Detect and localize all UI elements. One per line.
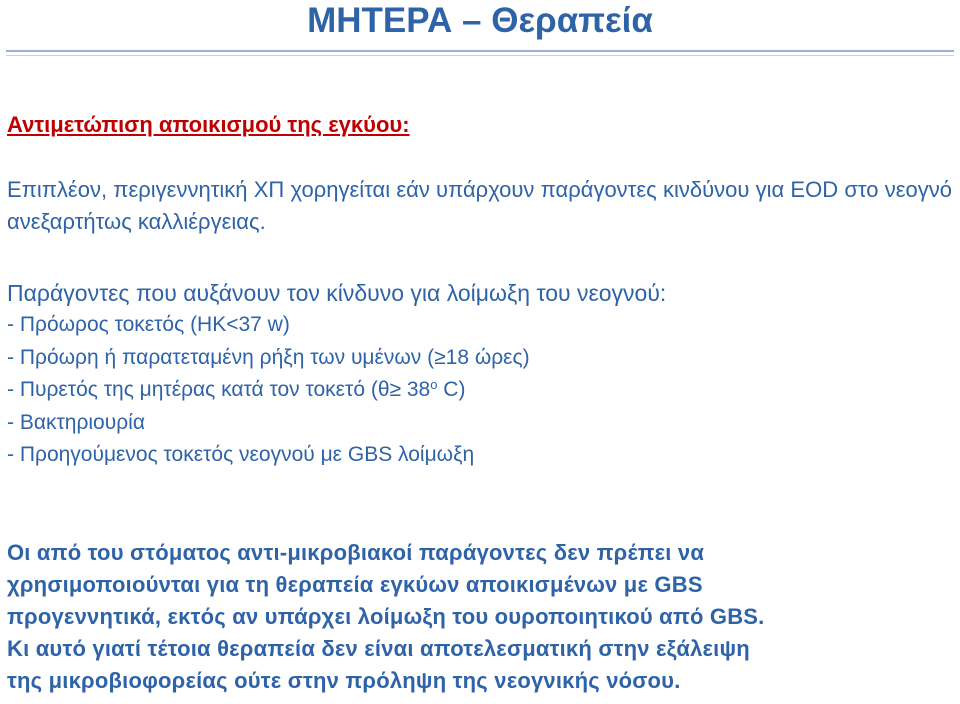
list-item: - Προηγούμενος τοκετός νεογνού με GBS λοίμωξη (7, 443, 475, 467)
degree-superscript: o (430, 377, 438, 393)
slide-title: ΜΗΤΕΡΑ – Θεραπεία (307, 1, 653, 40)
list-item: - Βακτηριουρία (7, 410, 145, 434)
fever-unit: C) (437, 378, 466, 402)
title-divider (6, 50, 954, 52)
title-divider-secondary (6, 55, 954, 56)
risk-factors-lead: Παράγοντες που αυξάνουν τον κίνδυνο για λοίμωξη του νεογνού: (7, 280, 667, 306)
note-line: Οι από του στόματος αντι-μικροβιακοί παράγοντες δεν πρέπει να (7, 540, 705, 565)
list-item: - Πρόωρος τοκετός (ΗΚ<37 w) (7, 313, 290, 336)
list-item: - Πρόωρη ή παρατεταμένη ρήξη των υμένων (≥18 ώρες) (7, 345, 530, 369)
note-line: της μικροβιοφορείας ούτε στην πρόληψη της νεογνικής νόσου. (7, 668, 681, 693)
fever-text: - Πυρετός της μητέρας κατά τον τοκετό (θ≥ 38 (7, 378, 431, 402)
list-item (7, 374, 530, 407)
intro-paragraph: Επιπλέον, περιγεννητική ΧΠ χορηγείται εάν υπάρχουν παράγοντες κινδύνου για EOD στο νεογνό ανεξαρτήτως καλλιέργειας. (7, 177, 952, 234)
note-line: προγεννητικά, εκτός αν υπάρχει λοίμωξη του ουροποιητικού από GBS. (7, 604, 765, 629)
oral-antibiotics-note (7, 537, 952, 697)
section-heading: Αντιμετώπιση αποικισμού της εγκύου: (7, 112, 410, 137)
risk-factors-list (7, 309, 530, 472)
note-line: Κι αυτό γιατί τέτοια θεραπεία δεν είναι αποτελεσματική στην εξάλειψη (7, 636, 750, 661)
note-line: χρησιμοποιούνται για τη θεραπεία εγκύων αποικισμένων με GBS (7, 572, 703, 597)
